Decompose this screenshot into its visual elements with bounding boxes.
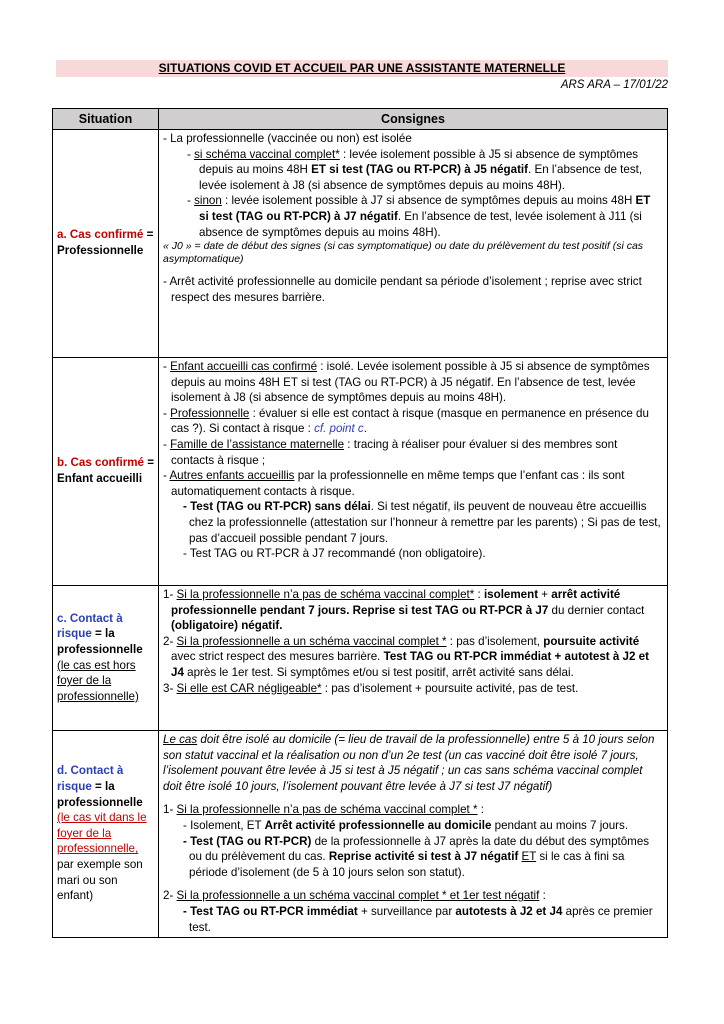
consigne-text: par la professionnelle en même temps que l’enfant cas : ils sont automatiquement contacts à risque. — [171, 469, 625, 498]
consigne-text: de la professionnelle à J7 après la date du début des symptômes ou du prélèvement du cas. — [189, 834, 650, 864]
consigne-line — [163, 888, 663, 904]
consigne-text: Autres enfants accueillis — [169, 469, 295, 483]
consigne-text: - Arrêt activité professionnelle au domicile pendant sa période d’isolement ; reprise avec strict respect des mesures barrière. — [163, 275, 642, 304]
consigne-text: - — [187, 194, 195, 208]
consignes-table — [52, 108, 668, 938]
situation-label: c. Contact à risque — [57, 611, 123, 641]
header-consignes: Consignes — [159, 109, 668, 130]
consigne-text: du dernier contact — [548, 603, 645, 617]
consigne-text: - Test TAG ou RT-PCR à J7 recommandé (non obligatoire). — [183, 547, 486, 561]
consigne-line — [163, 681, 663, 697]
consigne-text: . En l’absence de test, levée isolement à J8 (si absence de symptômes depuis au moins 48H). — [199, 163, 643, 192]
consigne-text: + — [538, 588, 552, 601]
consigne-text: - Test (TAG ou RT-PCR) — [183, 834, 312, 848]
consigne-text: : tracing à réaliser pour évaluer si des membres sont contacts à risque ; — [171, 437, 618, 467]
consigne-line — [163, 802, 663, 818]
consignes-cell — [159, 731, 668, 938]
consigne-line — [163, 587, 663, 634]
consigne-line — [163, 732, 663, 794]
consigne-text: Si la professionnelle n’a pas de schéma vaccinal complet* — [176, 588, 475, 601]
consigne-text: . — [363, 422, 367, 436]
consigne-text: : — [539, 889, 546, 903]
consigne-text: 2- — [163, 889, 177, 903]
consigne-text: avec strict respect des mesures barrière. — [171, 650, 384, 664]
consigne-text: - — [163, 437, 171, 451]
consigne-text: après le 1er test. Si symptômes et/ou si test positif, arrêt activité sans délai. — [183, 665, 574, 679]
situation-eq: = — [143, 456, 154, 470]
consigne-text: 1- — [163, 588, 177, 601]
consigne-text: Test TAG ou RT-PCR immédiat + autotest à J2 et J4 — [171, 650, 649, 679]
consigne-text: 1- — [163, 803, 177, 817]
consignes-cell — [159, 130, 668, 358]
consigne-line — [163, 274, 663, 305]
consigne-text: poursuite activité — [543, 634, 640, 648]
consigne-line — [163, 406, 663, 437]
consigne-text: : levée isolement possible à J7 si absence de symptômes depuis au moins 48H — [221, 194, 636, 208]
consigne-text: 2- — [163, 634, 177, 648]
document-title: SITUATIONS COVID ET ACCUEIL PAR UNE ASSISTANTE MATERNELLE — [158, 61, 566, 75]
consigne-text: isolement — [483, 588, 539, 601]
consigne-line — [163, 499, 663, 546]
table-row — [53, 586, 668, 731]
consigne-line — [163, 834, 663, 881]
consigne-text: Le cas — [163, 733, 198, 746]
consigne-line — [163, 634, 663, 681]
consigne-text: Famille de l’assistance maternelle — [170, 437, 345, 451]
situation-detail: (le cas vit dans le foyer de la professionnelle, — [57, 811, 147, 856]
consigne-text: : évaluer si elle est contact à risque (masque en permanence en présence du cas ?). Si contact à risque : — [171, 406, 649, 436]
consigne-line — [163, 240, 663, 266]
situation-eq: = la professionnelle — [57, 779, 143, 809]
situation-detail: Enfant accueilli — [57, 472, 143, 485]
situation-cell — [53, 130, 159, 358]
table-row — [53, 130, 668, 358]
consigne-text: Reprise activité si test à J7 négatif — [328, 850, 519, 864]
consigne-line — [163, 193, 663, 240]
consigne-text: Arrêt activité professionnelle au domicile — [264, 818, 492, 832]
situation-label: b. Cas confirmé — [57, 456, 144, 470]
consigne-text: arrêt activité professionnelle pendant 7 jours. Reprise si test TAG ou RT-PCR à J7 — [171, 588, 621, 617]
consigne-text: Professionnelle — [170, 406, 250, 420]
header-situation: Situation — [53, 109, 159, 130]
consigne-line — [163, 131, 663, 147]
consigne-text: : levée isolement possible à J5 si absence de symptômes depuis au moins 48H — [199, 147, 639, 177]
table-row — [53, 731, 668, 938]
consigne-text: ET si test (TAG ou RT-PCR) à J5 négatif — [311, 163, 529, 177]
consigne-text: . En l’absence de test, levée isolement à J11 (si absence de symptômes depuis au moins 48H). — [199, 209, 642, 239]
consigne-text: Enfant accueilli cas confirmé — [170, 360, 318, 373]
consigne-line — [163, 794, 663, 802]
consigne-text: + surveillance par — [357, 904, 456, 918]
situation-detail: (le cas est hors foyer de la professionnelle) — [57, 658, 139, 703]
consigne-text: ET — [521, 850, 537, 864]
consigne-text: pendant au moins 7 jours. — [491, 818, 629, 832]
consignes-cell — [159, 358, 668, 586]
consigne-line — [163, 266, 663, 274]
consigne-text: cf. point c — [314, 422, 364, 436]
consigne-text: (obligatoire) négatif. — [171, 619, 283, 633]
consigne-text: - Test (TAG ou RT-PCR) sans délai — [183, 500, 371, 514]
consigne-text: : pas d’isolement + poursuite activité, pas de test. — [321, 681, 579, 695]
consigne-line — [163, 437, 663, 468]
consigne-line — [163, 818, 663, 834]
consigne-text: - La professionnelle (vaccinée ou non) est isolée — [163, 132, 412, 145]
consigne-text: doit être isolé au domicile (= lieu de travail de la professionnelle) entre 5 à 10 jours selon son statut vaccinal et la réalisation ou non d’un 2e test (un cas vacciné doit être isolé 7 jours, l’isolement pouvant être levée à J5 si test à J5 négatif ; un cas sans schéma vaccinal complet doit être isolé 10 jours, l’isolement pouvant être levée à J7 si test J7 négatif) — [163, 733, 655, 793]
consigne-text: Si elle est CAR négligeable* — [176, 681, 322, 695]
consigne-text: - — [163, 360, 171, 373]
consignes-cell — [159, 586, 668, 731]
consigne-text: ET si test (TAG ou RT-PCR) à J7 négatif — [199, 194, 651, 223]
situation-label: d. Contact à risque — [57, 764, 124, 793]
situation-eq: = — [143, 228, 154, 242]
consigne-line — [163, 546, 663, 562]
consigne-line — [163, 147, 663, 194]
consigne-text: : pas d’isolement, — [446, 634, 544, 648]
consigne-line — [163, 904, 663, 935]
consigne-text: : isolé. Levée isolement possible à J5 si absence de symptômes depuis au moins 48H ET si test (TAG ou RT-PCR) à J5 négatif. En l’absence de test, levée isolement à J8 (si absence de symptômes depuis au moins 48H). — [171, 360, 650, 405]
consigne-text: - Isolement, ET — [183, 818, 265, 832]
document-subtitle: ARS ARA – 17/01/22 — [560, 79, 668, 91]
consigne-text: Si la professionnelle n’a pas de schéma vaccinal complet * — [176, 803, 478, 817]
consigne-text: . Si test négatif, ils peuvent de nouveau être accueillis chez la professionnelle (attestation sur l’honneur à remettre par les parents) ; Si pas de test, pas d’accueil possible pendant 7 jours. — [189, 500, 661, 545]
consigne-text: Si la professionnelle a un schéma vaccinal complet * et 1er test négatif — [176, 889, 540, 903]
table-header-row — [53, 109, 668, 130]
consigne-text: si le cas à fini sa période d’isolement (de 5 à 10 jours selon son statut). — [189, 850, 625, 879]
situation-label: a. Cas confirmé — [57, 228, 144, 242]
situation-cell — [53, 358, 159, 586]
consigne-text: après ce premier test. — [189, 904, 653, 934]
situation-cell — [53, 731, 159, 938]
consigne-text: - — [187, 147, 195, 161]
consigne-line — [163, 359, 663, 406]
situation-detail: Professionnelle — [57, 244, 144, 257]
consigne-text: sinon — [194, 194, 222, 208]
situation-tail: par exemple son mari ou son enfant) — [57, 857, 143, 903]
situation-eq: = la professionnelle — [57, 627, 143, 656]
table-row — [53, 358, 668, 586]
consigne-text: « J0 » = date de début des signes (si cas symptomatique) ou date du prélèvement du test positif (si cas asymptomatique) — [163, 240, 644, 266]
situation-cell — [53, 586, 159, 731]
consigne-text: - — [163, 406, 171, 420]
consigne-text: Si la professionnelle a un schéma vaccinal complet * — [176, 634, 447, 648]
consigne-text: 3- — [163, 681, 177, 695]
consigne-line — [163, 880, 663, 888]
consigne-text: : — [474, 588, 484, 601]
consigne-text: - Test TAG ou RT-PCR immédiat — [183, 904, 358, 918]
consigne-text: - — [163, 469, 170, 483]
consigne-text: autotests à J2 et J4 — [455, 904, 563, 918]
consigne-text: si schéma vaccinal complet* — [194, 147, 340, 161]
consigne-text: : — [477, 803, 484, 817]
consigne-line — [163, 468, 663, 499]
